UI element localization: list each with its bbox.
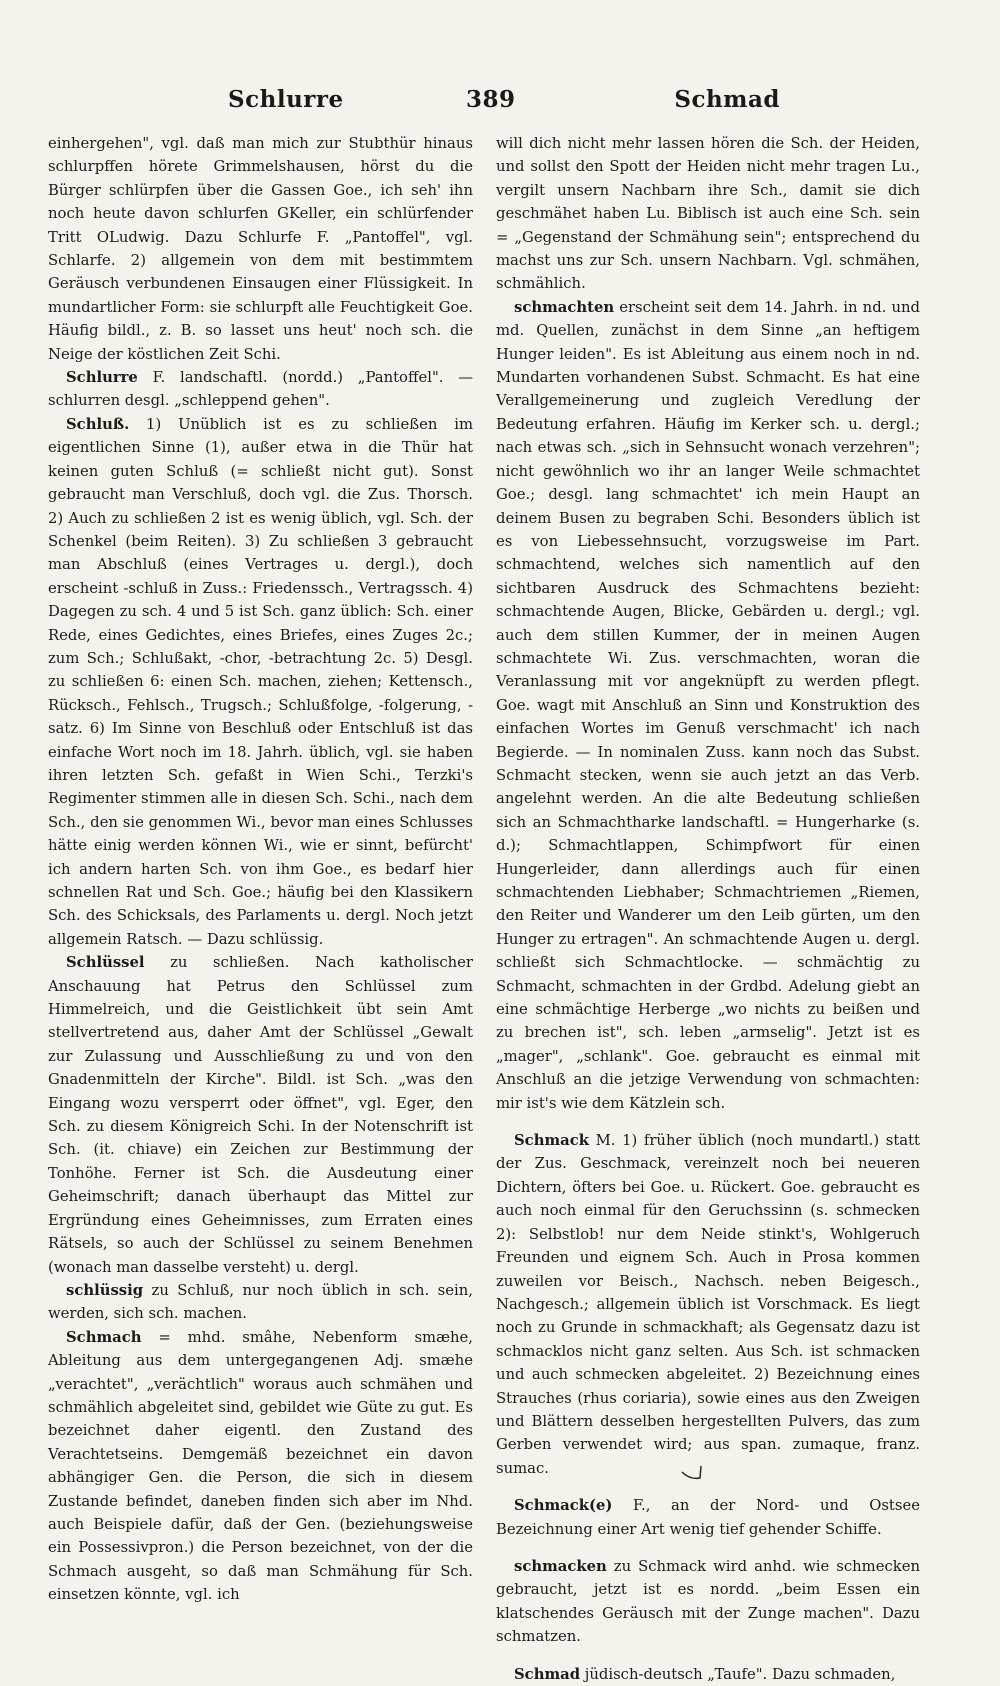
entry-headword: Schmack: [514, 1132, 589, 1150]
entry-headword: schmachten: [514, 298, 615, 316]
entry-schluss: Schluß. 1) Unüblich ist es zu schließen im eigentlichen Sinne (1), außer etwa in die Thür hat keinen guten Schluß (= schließt nicht gut). Sonst gebraucht man Verschluß, doch vgl. die Zus. Thorsch. 2) Auch zu schließen 2 ist es wenig üblich, vgl. Sch. der Schenkel (beim Reiten). 3) Zu schließen 3 gebraucht man Abschluß (eines Vertrages u. dergl.), doch erscheint -schluß in Zuss.: Friedenssch., Vertragssch. 4) Dagegen zu sch. 4 und 5 ist Sch. ganz üblich: Sch. einer Rede, eines Gedichtes, eines Briefes, eines Zuges 2c.; zum Sch.; Schlußakt, -chor, -betrachtung 2c. 5) Desgl. zu schließen 6: einen Sch. machen, ziehen; Kettensch., Rücksch., Fehlsch., Trugsch.; Schlußfolge, -folgerung, -satz. 6) Im Sinne von Beschluß oder Entschluß ist das einfache Wort noch im 18. Jahrh. üblich, vgl. sie haben ihren letzten Sch. gefaßt in Wien Schi., Terzki's Regimenter stimmen alle in diesen Sch. Schi., nach dem Sch., den sie genommen Wi., bevor man eines Schlusses hätte einig werden können Wi., wie er sinnt, befürcht' ich andern harten Sch. von ihm Goe., es bedarf hier schnellen Rat und Sch. Goe.; häufig bei den Klassikern Sch. des Schicksals, des Parlaments u. dergl. Noch jetzt allgemein Ratsch. — Dazu schlüssig.: [48, 415, 473, 948]
entry-headword: Schluß.: [66, 415, 130, 433]
printer-mark-icon: [680, 1462, 704, 1486]
entry-schmacke: Schmack(e) F., an der Nord- und Ostsee Bezeichnung einer Art wenig tief gehender Schiffe.: [496, 1497, 920, 1538]
left-column: [48, 132, 473, 1607]
right-column: [496, 132, 920, 1686]
entry-headword: Schlüssel: [66, 954, 145, 972]
entry-headword: Schmach: [66, 1328, 142, 1346]
entry-schlurre: Schlurre F. landschaftl. (nordd.) „Pantoffel". — schlurren desgl. „schleppend gehen".: [48, 369, 473, 410]
left-running-headword: Schlurre: [228, 86, 344, 113]
entry-headword: Schmack(e): [514, 1497, 613, 1515]
entry-headword: schmacken: [514, 1557, 607, 1575]
entry-headword: schlüssig: [66, 1281, 144, 1299]
entry-schmack: Schmack M. 1) früher üblich (noch mundartl.) statt der Zus. Geschmack, vereinzelt noch bei neueren Dichtern, öfters bei Goe. u. Rückert. Goe. gebraucht es auch noch einmal für den Geruchssinn (s. schmecken 2): Selbstlob! nur dem Neide stinkt's, Wohlgeruch Freunden und eignem Sch. Auch in Prosa kommen zuweilen vor Beisch., Nachsch. neben Beigesch., Nachgesch.; allgemein üblich ist Vorschmack. Es liegt noch zu Grunde in schmackhaft; als Gegensatz dazu ist schmacklos nicht ganz selten. Aus Sch. ist schmacken und auch schmecken abgeleitet. 2) Bezeichnung eines Strauches (rhus coriaria), sowie eines aus den Zweigen und Blättern desselben hergestellten Pulvers, das zum Gerben verwendet wird; aus span. zumaque, franz. sumac.: [496, 1132, 920, 1477]
page-header: [40, 86, 940, 122]
entry-continuation: einhergehen", vgl. daß man mich zur Stubthür hinaus schlurpffen hörete Grimmelshausen, hörst du die Bürger schlürpfen über die Gassen Goe., ich seh' ihn noch heute davon schlurfen GKeller, ein schlürfender Tritt OLudwig. Dazu Schlurfe F. „Pantoffel", vgl. Schlarfe. 2) allgemein von dem mit bestimmtem Geräusch verbundenen Einsaugen einer Flüssigkeit. In mundartlicher Form: sie schlurpft alle Feuchtigkeit Goe. Häufig bildl., z. B. so lasset uns heut' noch sch. die Neige der köstlichen Zeit Schi.: [48, 135, 473, 363]
entry-headword: Schlurre: [66, 369, 138, 387]
entry-schluessel: Schlüssel zu schließen. Nach katholischer Anschauung hat Petrus den Schlüssel zum Himmelreich, und die Geistlichkeit übt sein Amt stellvertretend aus, daher Amt der Schlüssel „Gewalt zur Zulassung und Ausschließung zu und von den Gnadenmitteln der Kirche". Bildl. ist Sch. „was den Eingang wozu versperrt oder öffnet", vgl. Eger, den Sch. zu diesem Königreich Schi. In der Notenschrift ist Sch. (it. chiave) ein Zeichen zur Bestimmung der Tonhöhe. Ferner ist Sch. die Ausdeutung einer Geheimschrift; danach überhaupt das Mittel zur Ergründung eines Geheimnisses, zum Erraten eines Rätsels, so auch der Schlüssel zu seinem Benehmen (wonach man dasselbe versteht) u. dergl.: [48, 954, 473, 1276]
right-running-headword: Schmad: [674, 86, 780, 113]
page-number: 389: [466, 86, 516, 113]
entry-schmad: Schmad jüdisch-deutsch „Taufe". Dazu schmaden,: [514, 1665, 896, 1683]
entry-schmach: Schmach = mhd. smâhe, Nebenform smæhe, Ableitung aus dem untergegangenen Adj. smæhe „verachtet", „verächtlich" woraus auch schmähen und schmählich abgeleitet sind, gebildet wie Güte zu gut. Es bezeichnet daher eigentl. den Zustand des Verachtetseins. Demgemäß bezeichnet ein davon abhängiger Gen. die Person, die sich in diesem Zustande befindet, daneben finden sich aber im Nhd. auch Beispiele dafür, daß der Gen. (beziehungsweise ein Possessivpron.) die Person bezeichnet, von der die Schmach ausgeht, so daß man Schmähung für Sch. einsetzen könnte, vgl. ich: [48, 1328, 473, 1604]
entry-schmacken: schmacken zu Schmack wird anhd. wie schmecken gebraucht, jetzt ist es nordd. „beim Essen ein klatschendes Geräusch mit der Zunge machen". Dazu schmatzen.: [496, 1557, 920, 1646]
entry-continuation: will dich nicht mehr lassen hören die Sch. der Heiden, und sollst den Spott der Heiden nicht mehr tragen Lu., vergilt unsern Nachbarn ihre Sch., damit sie dich geschmähet haben Lu. Biblisch ist auch eine Sch. sein = „Gegenstand der Schmähung sein"; entsprechend du machst uns zur Sch. unsern Nachbarn. Vgl. schmähen, schmählich.: [496, 135, 920, 293]
entry-schmachten: schmachten erscheint seit dem 14. Jahrh. in nd. und md. Quellen, zunächst in dem Sinne „an heftigem Hunger leiden". Es ist Ableitung aus einem noch in nd. Mundarten vorhandenen Subst. Schmacht. Es hat eine Verallgemeinerung und zugleich Veredlung der Bedeutung erfahren. Häufig im Kerker sch. u. dergl.; nach etwas sch. „sich in Sehnsucht wonach verzehren"; nicht gewöhnlich wo ihr an langer Weile schmachtet Goe.; desgl. lang schmachtet' ich mein Haupt an deinem Busen zu begraben Schi. Besonders üblich ist es von Liebessehnsucht, vorzugsweise im Part. schmachtend, welches sich namentlich auf den sichtbaren Ausdruck des Schmachtens bezieht: schmachtende Augen, Blicke, Gebärden u. dergl.; vgl. auch dem stillen Kummer, der in meinen Augen schmachtete Wi. Zus. verschmachten, woran die Veranlassung mit vor angeknüpft zu werden pflegt. Goe. wagt mit Anschluß an Sinn und Konstruktion des einfachen Wortes im Genuß verschmacht' ich nach Begierde. — In nominalen Zuss. kann noch das Subst. Schmacht stecken, wenn sie auch jetzt an das Verb. angelehnt werden. An die alte Bedeutung schließen sich an Schmachtharke landschaftl. = Hungerharke (s. d.); Schmachtlappen, Schimpfwort für einen Hungerleider, dann allerdings auch für einen schmachtenden Liebhaber; Schmachtriemen „Riemen, den Reiter und Wanderer um den Leib gürten, um den Hunger zu ertragen". An schmachtende Augen u. dergl. schließt sich Schmachtlocke. — schmächtig zu Schmacht, schmachten in der Grdbd. Adelung giebt an eine schmächtige Herberge „wo nichts zu beißen und zu brechen ist", sch. leben „armselig". Jetzt ist es „mager", „schlank". Goe. gebraucht es einmal mit Anschluß an die jetzige Verwendung von schmachten: mir ist's wie dem Kätzlein sch.: [496, 298, 920, 1112]
entry-headword: Schmad: [514, 1665, 581, 1683]
entry-schluessig: schlüssig zu Schluß, nur noch üblich in sch. sein, werden, sich sch. machen.: [48, 1281, 473, 1323]
